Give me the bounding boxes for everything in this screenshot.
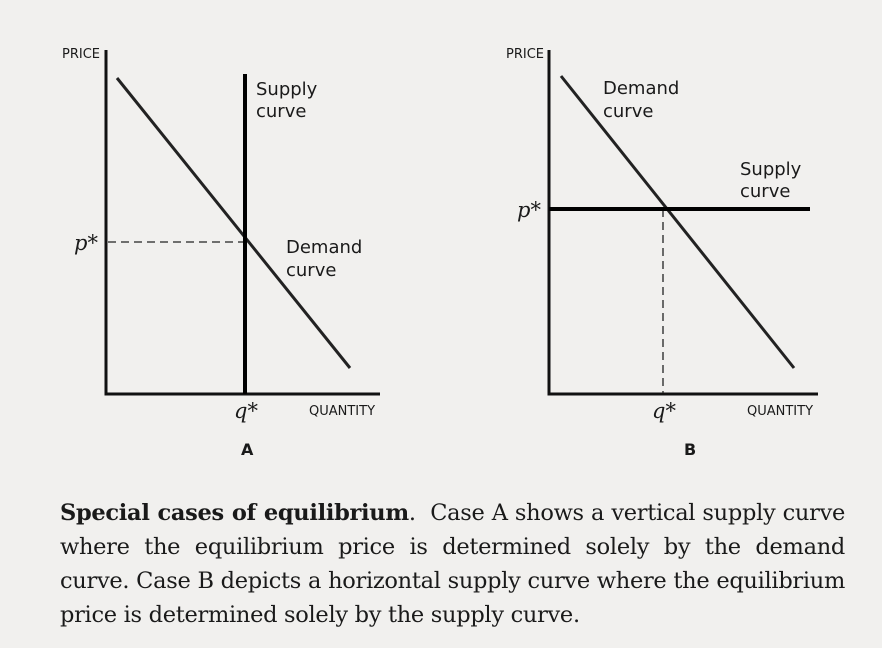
panel-a-supply-label-line2: curve [256, 101, 307, 122]
panel-a-demand-label-line1: Demand [286, 237, 363, 258]
panel-b-quantity-axis-label: QUANTITY [747, 404, 814, 419]
panel-a-demand-curve [117, 78, 350, 368]
panel-b-demand-label-line2: curve [603, 101, 654, 122]
panel-a-price-axis-label: PRICE [62, 47, 100, 62]
panel-b-supply-label-line2: curve [740, 181, 791, 202]
panel-b [506, 47, 818, 459]
panel-a-letter: A [241, 440, 254, 459]
panel-a [62, 47, 380, 459]
caption-title: Special cases of equilibrium [60, 500, 409, 526]
panel-b-price-axis-label: PRICE [506, 47, 544, 62]
panel-b-demand-curve [561, 76, 794, 368]
panel-a-demand-label-line2: curve [286, 260, 337, 281]
panel-a-price-star-label: p* [74, 231, 98, 255]
panel-a-quantity-star-label: q* [234, 399, 258, 423]
panel-b-supply-label-line1: Supply [740, 159, 802, 180]
panel-a-quantity-axis-label: QUANTITY [309, 404, 376, 419]
caption-title-punct: . [408, 500, 416, 526]
panel-b-quantity-star-label: q* [652, 399, 676, 423]
panel-b-letter: B [684, 440, 697, 459]
panel-b-price-star-label: p* [517, 198, 541, 222]
panel-a-supply-label-line1: Supply [256, 79, 318, 100]
figure-caption [60, 496, 845, 632]
caption-body: Case A shows a vertical supply curve where the equilibrium price is determined solely by the demand curve. Case B depicts a horizontal supply curve where the equilibrium price is determined solely by the supply curve. [60, 500, 845, 628]
panel-b-demand-label-line1: Demand [603, 78, 680, 99]
